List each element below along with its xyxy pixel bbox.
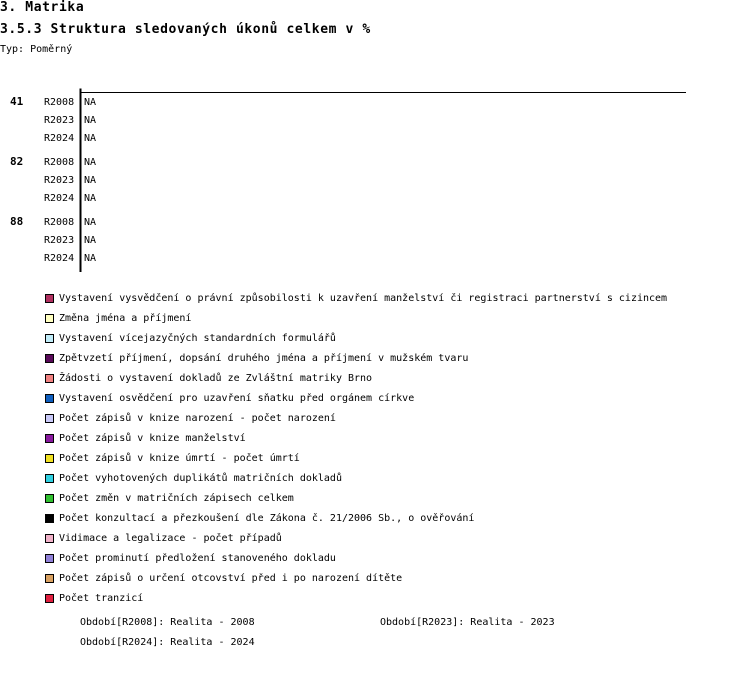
period-note: Období[R2008]: Realita - 2008 — [80, 617, 255, 628]
legend-label: Počet změn v matričních zápisech celkem — [59, 493, 294, 504]
legend-swatch — [45, 474, 54, 483]
legend-label: Počet zápisů v knize manželství — [59, 433, 246, 444]
legend-swatch — [45, 494, 54, 503]
period-note: Období[R2023]: Realita - 2023 — [380, 617, 555, 628]
data-label: NA — [84, 157, 97, 168]
legend-swatch — [45, 594, 54, 603]
period-tick-label: R2023 — [44, 175, 75, 186]
period-tick-label: R2008 — [44, 97, 75, 108]
legend-label: Vystavení vysvědčení o právní způsobilosti k uzavření manželství či registraci partnerství s cizincem — [59, 293, 668, 304]
chart-title: 3.5.3 Struktura sledovaných úkonů celkem v % — [0, 22, 371, 37]
legend-swatch — [45, 574, 54, 583]
data-label: NA — [84, 115, 97, 126]
legend-label: Vystavení osvědčení pro uzavření sňatku před orgánem církve — [59, 393, 415, 404]
period-tick-label: R2008 — [44, 217, 75, 228]
legend-label: Vystavení vícejazyčných standardních formulářů — [59, 333, 336, 344]
group-label: 88 — [10, 215, 24, 228]
legend-swatch — [45, 334, 54, 343]
legend-swatch — [45, 314, 54, 323]
period-tick-label: R2023 — [44, 235, 75, 246]
data-label: NA — [84, 235, 97, 246]
data-label: NA — [84, 217, 97, 228]
period-tick-label: R2008 — [44, 157, 75, 168]
legend-swatch — [45, 554, 54, 563]
group-label: 82 — [10, 155, 24, 168]
legend-label: Zpětvzetí příjmení, dopsání druhého jména a příjmení v mužském tvaru — [59, 353, 469, 364]
period-tick-label: R2023 — [44, 115, 75, 126]
legend-label: Počet zápisů v knize narození - počet narození — [59, 413, 336, 424]
section-title: 3. Matrika — [0, 0, 85, 15]
legend-swatch — [45, 294, 54, 303]
period-tick-label: R2024 — [44, 133, 75, 144]
legend-label: Počet konzultací a přezkoušení dle Zákona č. 21/2006 Sb., o ověřování — [59, 513, 475, 524]
legend-swatch — [45, 414, 54, 423]
legend-label: Změna jména a příjmení — [59, 313, 192, 324]
legend-label: Počet prominutí předložení stanoveného dokladu — [59, 553, 336, 564]
period-note: Období[R2024]: Realita - 2024 — [80, 637, 255, 648]
data-label: NA — [84, 193, 97, 204]
data-label: NA — [84, 175, 97, 186]
chart-type-label: Typ: Poměrný — [0, 44, 73, 55]
data-label: NA — [84, 253, 97, 264]
legend-swatch — [45, 374, 54, 383]
legend-swatch — [45, 514, 54, 523]
legend-label: Vidimace a legalizace - počet případů — [59, 533, 282, 544]
legend-label: Žádosti o vystavení dokladů ze Zvláštní matriky Brno — [59, 373, 373, 384]
legend-swatch — [45, 434, 54, 443]
stacked-bar-chart — [0, 0, 750, 290]
legend-swatch — [45, 354, 54, 363]
legend-label: Počet tranzicí — [59, 593, 144, 604]
period-tick-label: R2024 — [44, 193, 75, 204]
legend-label: Počet zápisů v knize úmrtí - počet úmrtí — [59, 453, 300, 464]
data-label: NA — [84, 97, 97, 108]
legend-label: Počet zápisů o určení otcovství před i po narození dítěte — [59, 573, 403, 584]
legend-swatch — [45, 454, 54, 463]
legend-label: Počet vyhotovených duplikátů matričních dokladů — [59, 473, 342, 484]
period-tick-label: R2024 — [44, 253, 75, 264]
legend-swatch — [45, 394, 54, 403]
legend-swatch — [45, 534, 54, 543]
data-label: NA — [84, 133, 97, 144]
group-label: 41 — [10, 95, 24, 108]
